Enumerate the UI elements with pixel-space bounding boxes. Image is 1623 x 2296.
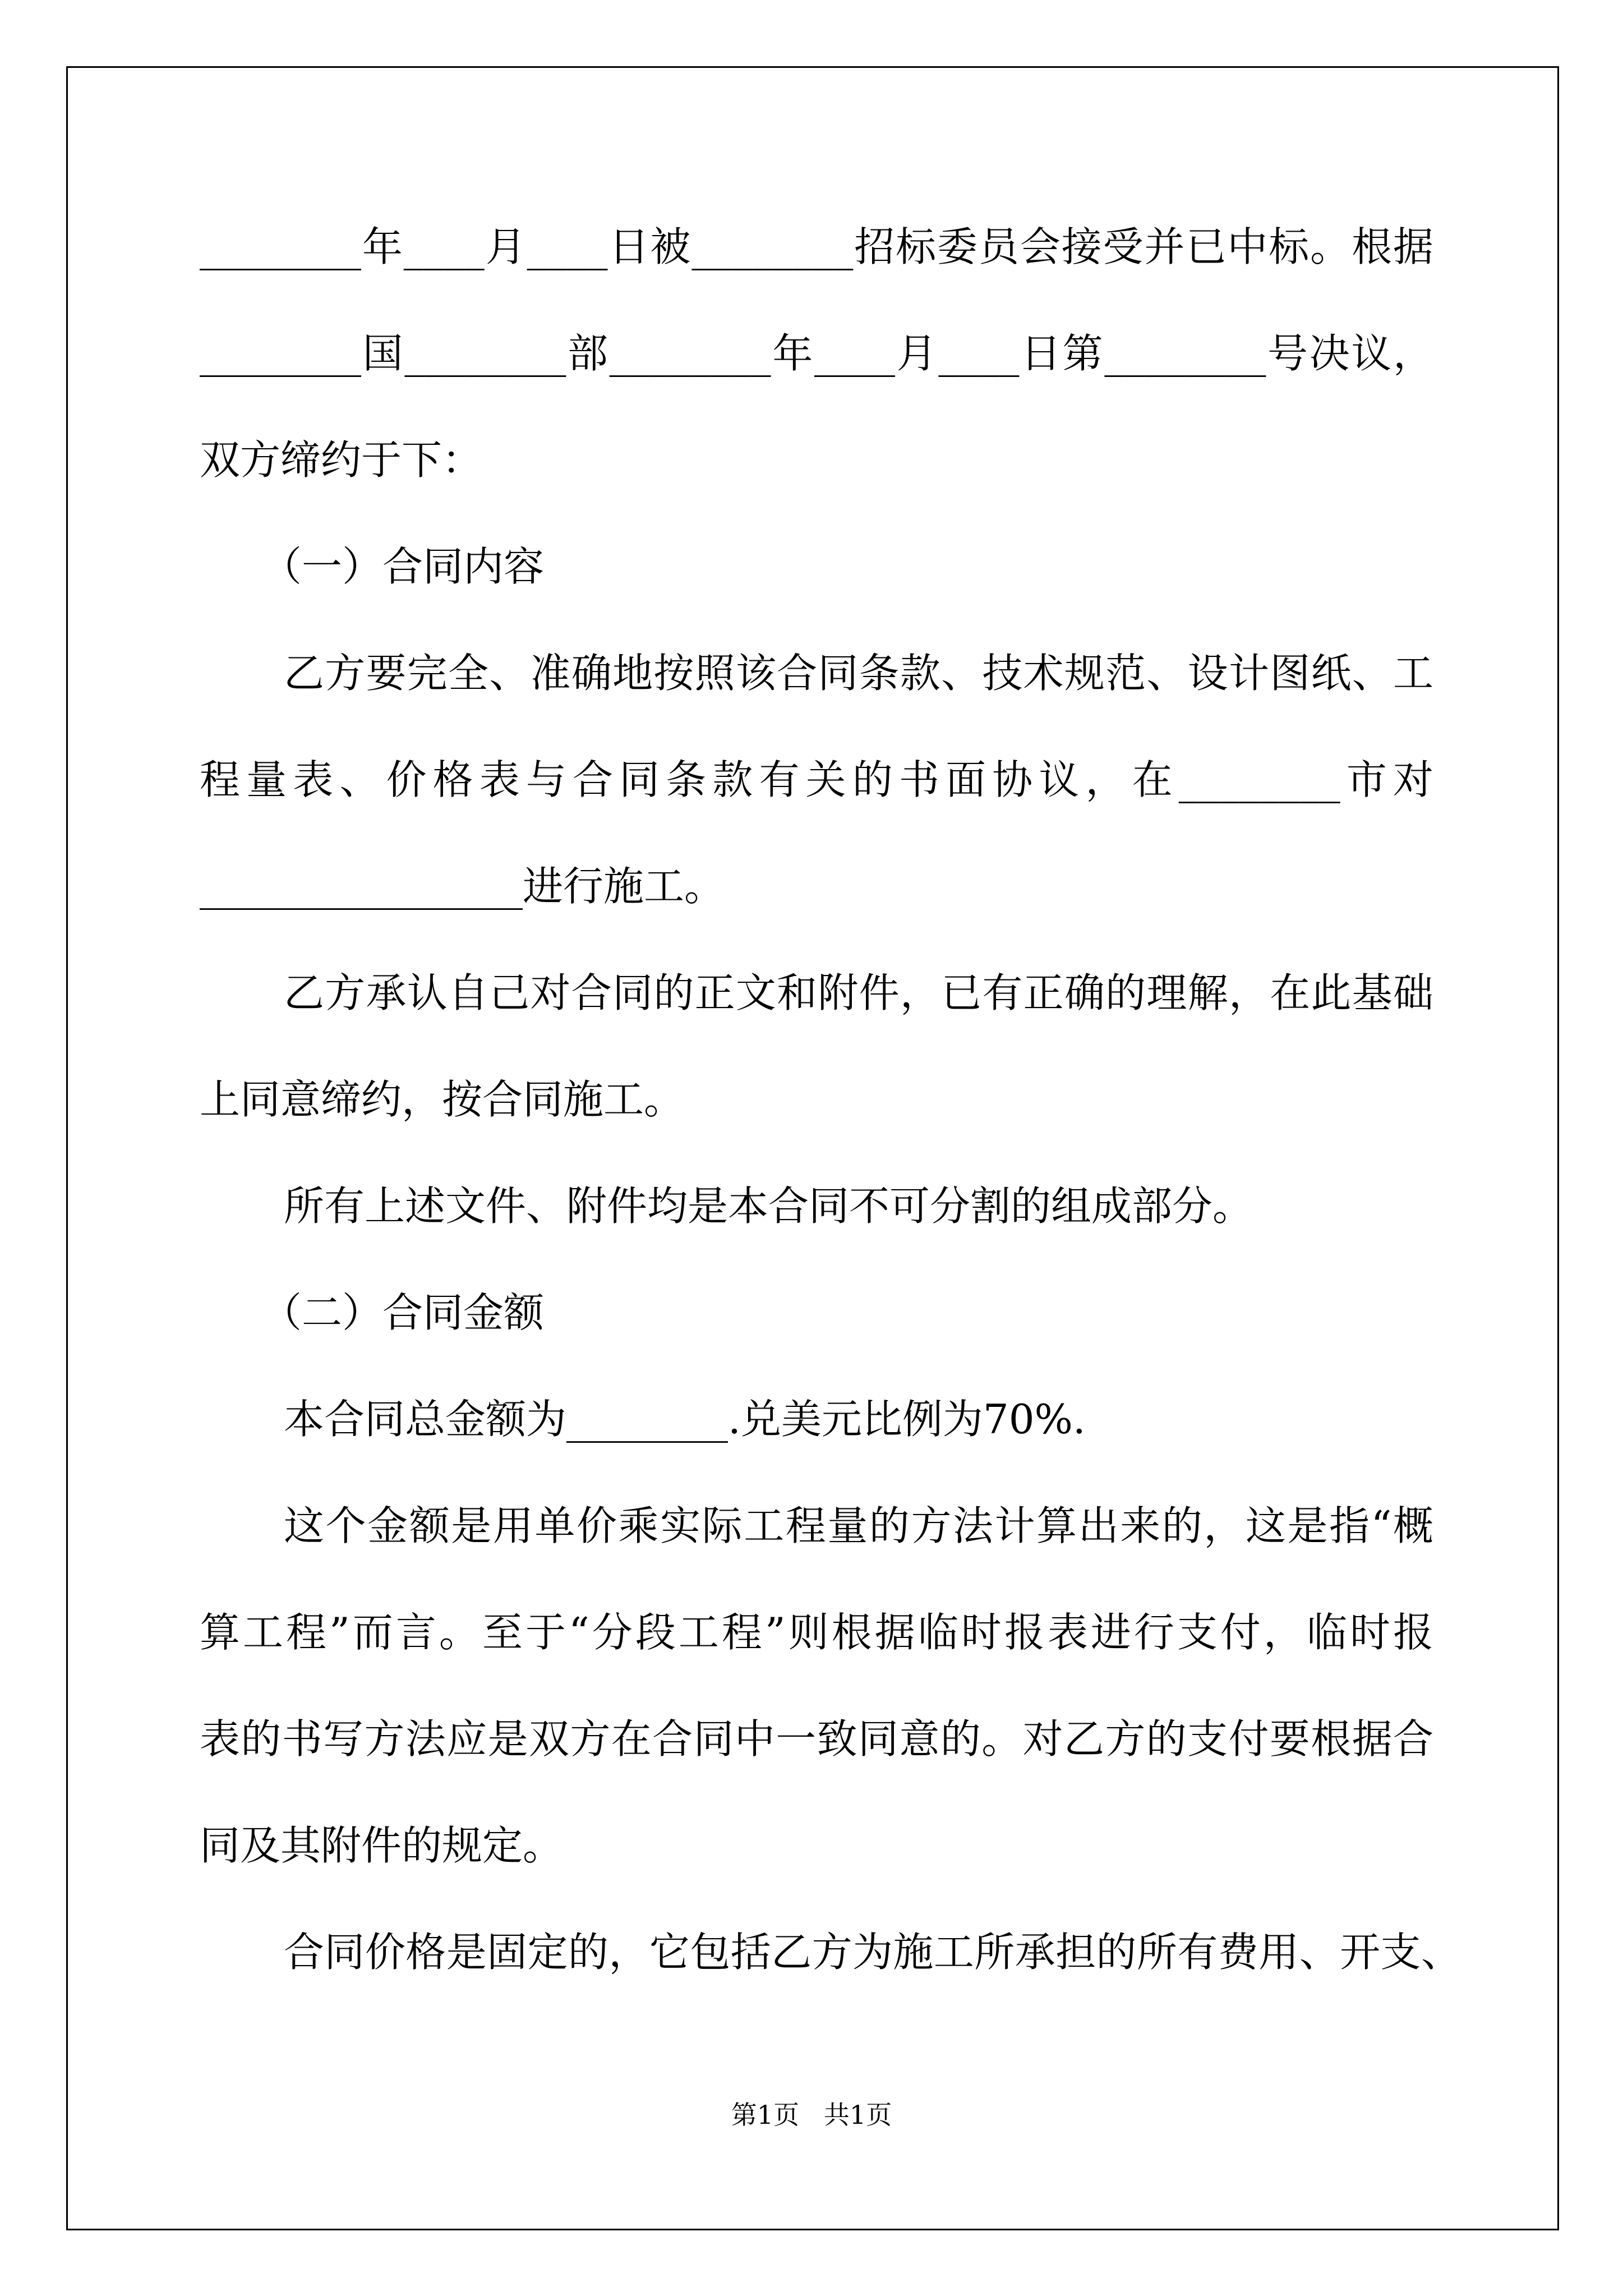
page-number-footer: 第1页 共1页 (731, 2100, 892, 2130)
text-line: 程量表、价格表与合同条款有关的书面协议，在________市对 (200, 756, 1433, 803)
text-line: 算工程”而言。至于“分段工程”则根据临时报表进行支付，临时报 (200, 1609, 1433, 1656)
section-heading: （一）合同内容 (261, 543, 545, 590)
text-line: 双方缔约于下： (200, 436, 483, 484)
paragraph-start: 乙方要完全、准确地按照该合同条款、技术规范、设计图纸、工 (284, 650, 1433, 697)
text-line: 同及其附件的规定。 (200, 1822, 564, 1869)
text-line: 上同意缔约，按合同施工。 (200, 1076, 685, 1123)
text-line: 表的书写方法应是双方在合同中一致同意的。对乙方的支付要根据合 (200, 1715, 1433, 1763)
paragraph-start: 乙方承认自己对合同的正文和附件，已有正确的理解，在此基础 (284, 969, 1433, 1016)
text-line: ________________进行施工。 (200, 863, 725, 910)
paragraph-start: 合同价格是固定的，它包括乙方为施工所承担的所有费用、开支、 (284, 1929, 1461, 1976)
paragraph-start: 本合同总金额为________.兑美元比例为70%. (284, 1396, 1086, 1443)
page-border (66, 66, 1559, 2230)
paragraph-start: 所有上述文件、附件均是本合同不可分割的组成部分。 (284, 1182, 1253, 1230)
text-line: ________年____月____日被________招标委员会接受并已中标。根据 (200, 223, 1433, 270)
section-heading: （二）合同金额 (261, 1289, 545, 1336)
paragraph-start: 这个金额是用单价乘实际工程量的方法计算出来的，这是指“概 (284, 1502, 1433, 1549)
text-line: ________国________部________年____月____日第________号决议， (200, 330, 1434, 377)
